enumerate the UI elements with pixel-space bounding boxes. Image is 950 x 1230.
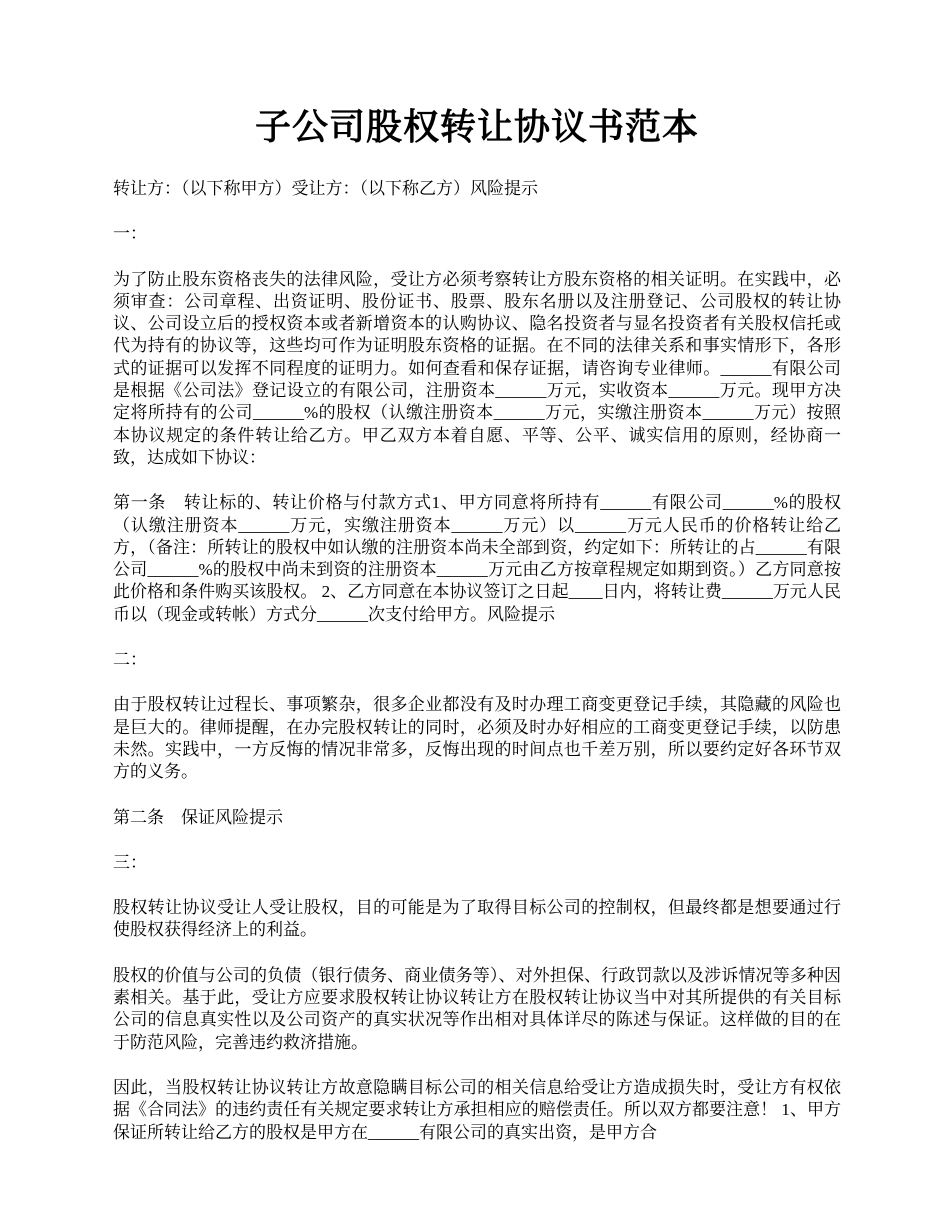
article-1-paragraph: 第一条 转让标的、转让价格与付款方式1、甲方同意将所持有______有限公司______%的股权（认缴注册资本______万元，实缴注册资本______万元）以______万元人民币的价格转让给乙方，（备注：所转让的股权中如认缴的注册资本尚未全部到资，约定如下：所转让的占______有限公司______%的股权中尚未到资的注册资本______万元由乙方按章程规定如期到资。）乙方同意按此价格和条件购买该股权。 2、乙方同意在本协议签订之日起____日内，将转让费______万元人民币以（现金或转帐）方式分______次支付给甲方。风险提示 xyxy=(113,493,841,624)
article-2-heading: 第二条 保证风险提示 xyxy=(113,807,283,827)
risk-note-paragraph-2: 由于股权转让过程长、事项繁杂，很多企业都没有及时办理工商变更登记手续，其隐藏的风险也是巨大的。律师提醒，在办完股权转让的同时，必须及时办好相应的工商变更登记手续，以防患未然。实践中，一方反悔的情况非常多，反悔出现的时间点也千差万别，所以要约定好各环节双方的义务。 xyxy=(113,695,841,782)
section-marker-one: 一： xyxy=(113,224,147,244)
document-title: 子公司股权转让协议书范本 xyxy=(254,107,699,147)
section-marker-three: 三： xyxy=(113,852,147,872)
document-content xyxy=(113,104,841,1167)
risk-note-paragraph-5: 因此，当股权转让协议转让方故意隐瞒目标公司的相关信息给受让方造成损失时，受让方有权依据《合同法》的违约责任有关规定要求转让方承担相应的赔偿责任。所以双方都要注意！ 1、甲方保证所转让给乙方的股权是甲方在______有限公司的真实出资，是甲方合 xyxy=(113,1077,841,1142)
parties-line: 转让方：（以下称甲方）受让方：（以下称乙方）风险提示 xyxy=(113,179,538,198)
risk-note-paragraph-4: 股权的价值与公司的负债（银行债务、商业债务等）、对外担保、行政罚款以及涉诉情况等多种因素相关。基于此，受让方应要求股权转让协议转让方在股权转让协议当中对其所提供的有关目标公司的信息真实性以及公司资产的真实状况等作出相对具体详尽的陈述与保证。这样做的目的在于防范风险，完善违约救济措施。 xyxy=(113,965,841,1052)
risk-note-paragraph-1: 为了防止股东资格丧失的法律风险，受让方必须考察转让方股东资格的相关证明。在实践中，必须审查：公司章程、出资证明、股份证书、股票、股东名册以及注册登记、公司股权的转让协议、公司设立后的授权资本或者新增资本的认购协议、隐名投资者与显名投资者有关股权信托或代为持有的协议等，这些均可作为证明股东资格的证据。在不同的法律关系和事实情形下，各形式的证据可以发挥不同程度的证明力。如何查看和保存证据，请咨询专业律师。______有限公司是根据《公司法》登记设立的有限公司，注册资本______万元，实收资本______万元。现甲方决定将所持有的公司______%的股权（认缴注册资本______万元，实缴注册资本______万元）按照本协议规定的条件转让给乙方。甲乙双方本着自愿、平等、公平、诚实信用的原则，经协商一致，达成如下协议： xyxy=(113,269,841,467)
risk-note-paragraph-3: 股权转让协议受让人受让股权，目的可能是为了取得目标公司的控制权，但最终都是想要通过行使股权获得经济上的利益。 xyxy=(113,898,841,940)
section-marker-two: 二： xyxy=(113,650,147,670)
